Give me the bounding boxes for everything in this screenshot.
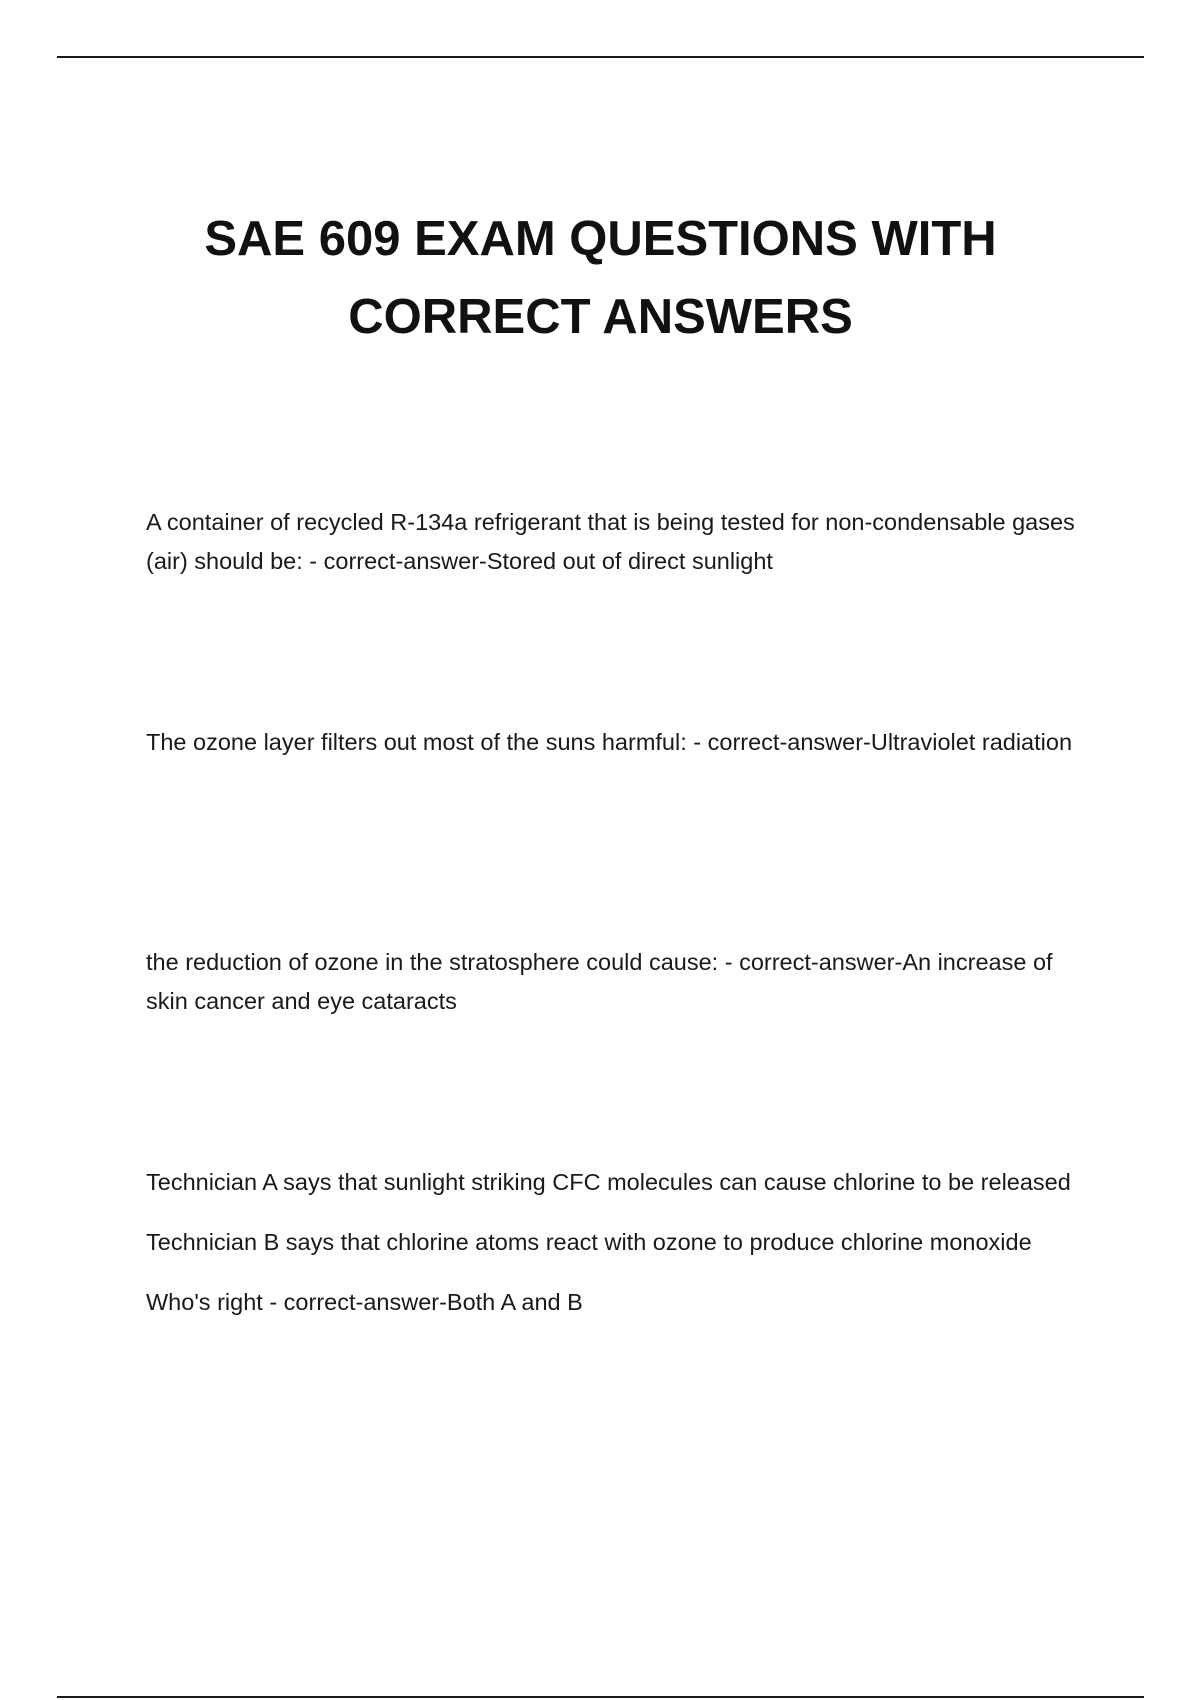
qa-text: The ozone layer filters out most of the suns harmful: - correct-answer-Ultraviolet radiation [146, 729, 1073, 755]
bottom-rule [57, 1696, 1144, 1698]
qa-text-answer: Who's right - correct-answer-Both A and B [146, 1289, 583, 1315]
qa-text-technician-a: Technician A says that sunlight striking CFC molecules can cause chlorine to be released [146, 1169, 1071, 1195]
question-answer-4 [146, 1163, 1076, 1322]
qa-text: the reduction of ozone in the stratosphere could cause: - correct-answer-An increase of skin cancer and eye cataracts [146, 949, 1053, 1014]
question-answer-2 [146, 723, 1076, 762]
question-answer-3 [146, 943, 1076, 1021]
question-answer-1 [146, 503, 1076, 581]
qa-text: A container of recycled R-134a refrigerant that is being tested for non-condensable gases (air) should be: - correct-answer-Stored out of direct sunlight [146, 509, 1075, 574]
title-line-2: CORRECT ANSWERS [348, 290, 853, 344]
top-rule [57, 56, 1144, 58]
title-line-1: SAE 609 EXAM QUESTIONS WITH [204, 212, 997, 266]
qa-text-technician-b: Technician B says that chlorine atoms react with ozone to produce chlorine monoxide [146, 1229, 1032, 1255]
document-title [57, 200, 1144, 356]
